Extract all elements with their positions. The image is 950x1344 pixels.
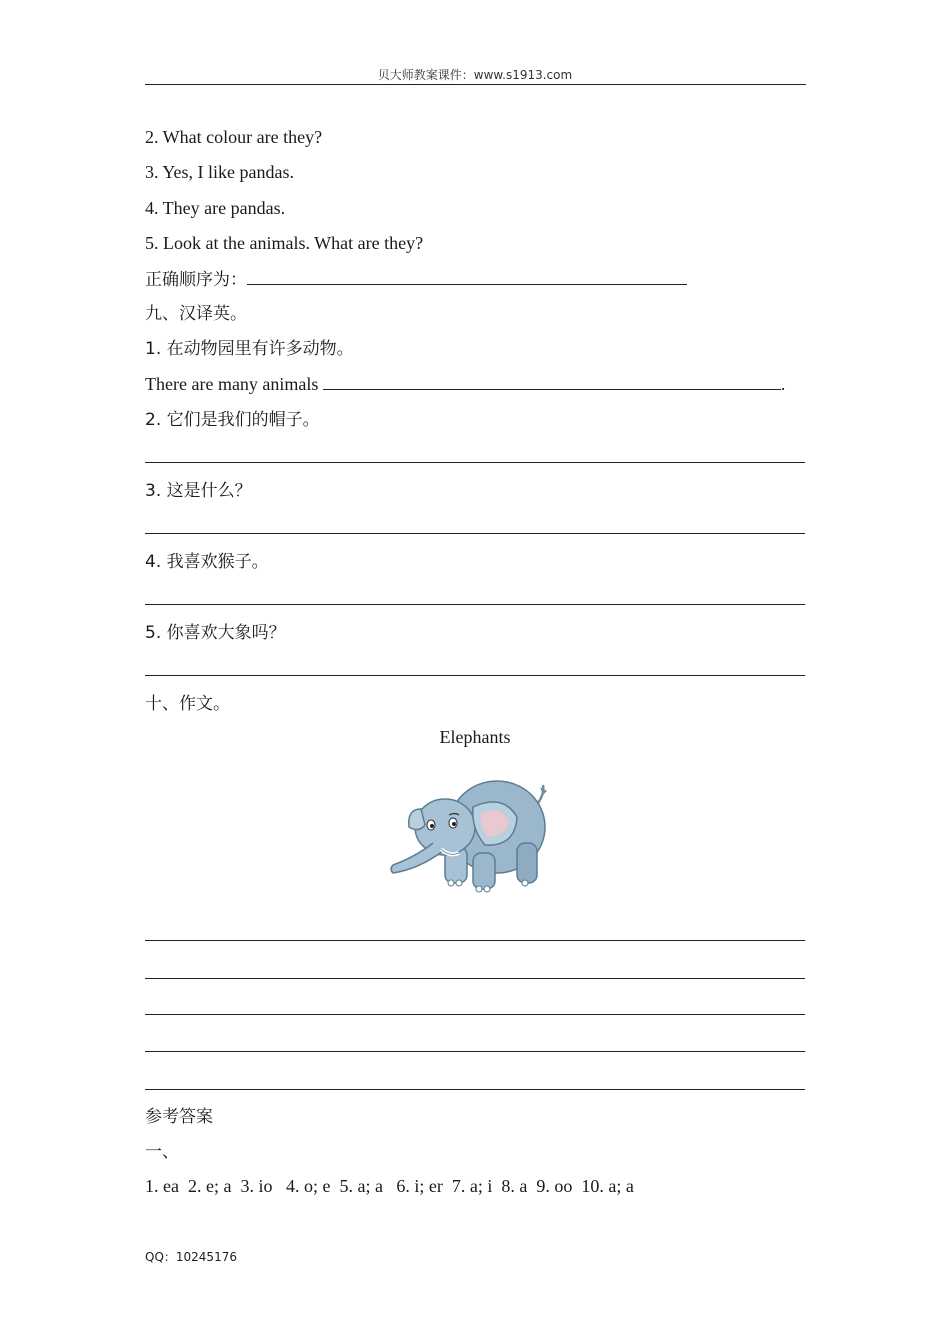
ordering-item-2: 2. What colour are they? [145,127,323,147]
section10-title: 十、作文。 [145,694,230,714]
section9-q1-blank[interactable] [323,373,781,390]
section9-q2: 2. 它们是我们的帽子。 [145,410,320,430]
header-rule [145,84,806,85]
essay-line-1[interactable] [145,940,805,941]
section9-q5-answer-line[interactable] [145,675,805,676]
section9-q1-suffix: . [780,374,786,394]
ordering-item-4: 4. They are pandas. [145,198,286,218]
section9-q3: 3. 这是什么？ [145,481,252,501]
page-header: 贝大师教案课件：www.s1913.com [377,68,573,82]
section9-q4: 4. 我喜欢猴子。 [145,552,269,572]
section9-q1: 1. 在动物园里有许多动物。 [145,339,354,359]
essay-line-5[interactable] [145,1089,805,1090]
essay-line-4[interactable] [145,1051,805,1052]
answers-part1: 一、 [145,1142,179,1162]
essay-line-3[interactable] [145,1014,805,1015]
section9-q4-answer-line[interactable] [145,604,805,605]
section9-q5: 5. 你喜欢大象吗？ [145,623,286,643]
section9-q1-answer-row [145,372,785,396]
ordering-item-3: 3. Yes, I like pandas. [145,162,294,182]
answers-title: 参考答案 [145,1107,213,1127]
section9-q2-answer-line[interactable] [145,462,805,463]
section9-q3-answer-line[interactable] [145,533,805,534]
page-footer: QQ：10245176 [145,1250,237,1264]
ordering-answer-label: 正确顺序为： [145,270,247,290]
section9-title: 九、汉译英。 [145,304,247,324]
elephant-illustration [385,765,555,900]
ordering-answer-blank[interactable] [247,268,687,285]
answers-line1: 1. ea 2. e; a 3. io 4. o; e 5. a; a 6. i; er 7. a; i 8. a 9. oo 10. a; a [145,1176,634,1196]
section9-q1-prefix: There are many animals [145,374,319,394]
ordering-answer-row [145,267,687,292]
essay-line-2[interactable] [145,978,805,979]
ordering-item-5: 5. Look at the animals. What are they? [145,233,424,253]
essay-title: Elephants [439,727,511,747]
